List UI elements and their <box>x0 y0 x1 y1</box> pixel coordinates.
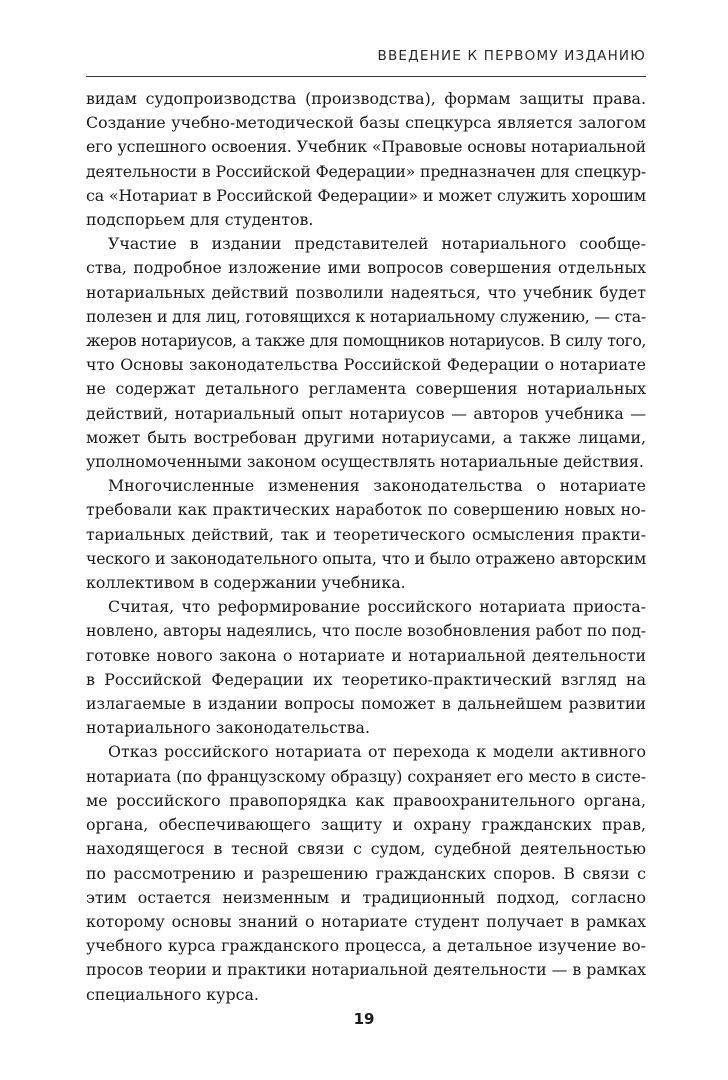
text-line: ства, подробное изложение ими вопросов совершения отдельных <box>86 258 646 278</box>
paragraph <box>86 595 646 740</box>
text-line: органа, обеспечивающего защиту и охрану гражданских прав, <box>86 815 646 835</box>
text-line: действий, нотариальный опыт нотариусов — авторов учебника — <box>86 403 646 423</box>
text-line: Участие в издании представителей нотариального сообще- <box>108 234 646 254</box>
text-line: требовали как практических наработок по совершению новых но- <box>86 500 646 520</box>
text-line: ме российского правопорядка как правоохранительного органа, <box>86 790 646 810</box>
text-line: нотариальных действий позволили надеяться, что учебник будет <box>86 282 646 302</box>
text-line: Многочисленные изменения законодательства о нотариате <box>108 476 646 496</box>
text-line: нотариального законодательства. <box>86 718 370 738</box>
paragraph <box>86 232 646 474</box>
text-line: просов теории и практики нотариальной деятельности — в рамках <box>86 960 646 980</box>
text-line: специального курса. <box>86 984 259 1004</box>
text-line: полезен и для лиц, готовящихся к нотариальному служению, — ста- <box>86 306 646 326</box>
text-line: деятельности в Российской Федерации» предназначен для спецкур- <box>86 161 646 181</box>
text-line: его успешного освоения. Учебник «Правовые основы нотариальной <box>86 137 646 157</box>
running-head: ВВЕДЕНИЕ К ПЕРВОМУ ИЗДАНИЮ <box>377 48 646 64</box>
text-line: коллективом в содержании учебника. <box>86 573 406 593</box>
text-line: видам судопроизводства (производства), формам защиты права. <box>86 89 646 108</box>
text-line: излагаемые в издании вопросы поможет в дальнейшем развитии <box>86 694 646 714</box>
text-line: которому основы знаний о нотариате студент получает в рамках <box>86 911 646 931</box>
text-line: Считая, что реформирование российского нотариата приоста- <box>108 597 646 617</box>
paragraph <box>86 740 646 1006</box>
text-line: жеров нотариусов, а также для помощников нотариусов. В силу того, <box>86 331 646 351</box>
text-line: по рассмотрению и разрешению гражданских споров. В связи с <box>86 863 646 883</box>
text-line: са «Нотариат в Российской Федерации» и может служить хорошим <box>86 185 646 205</box>
text-line: уполномоченными законом осуществлять нотариальные действия. <box>86 452 644 472</box>
text-line: может быть востребован другими нотариусами, а также лицами, <box>86 427 646 447</box>
paragraph <box>86 474 646 595</box>
header-rule <box>86 76 646 77</box>
page-number: 19 <box>353 1010 375 1028</box>
text-line: что Основы законодательства Российской Федерации о нотариате <box>86 355 646 375</box>
text-line: ческого и законодательного опыта, что и было отражено авторским <box>86 548 646 568</box>
text-line: учебного курса гражданского процесса, а детальное изучение во- <box>86 936 646 956</box>
text-line: Отказ российского нотариата от перехода к модели активного <box>108 742 646 762</box>
text-line: этим остается неизменным и традиционный подход, согласно <box>86 887 646 907</box>
text-line: в Российской Федерации их теоретико-практический взгляд на <box>86 669 646 689</box>
text-line: тариальных действий, так и теоретического осмысления практи- <box>86 524 646 544</box>
text-line: новлено, авторы надеялись, что после возобновления работ по под- <box>86 621 646 641</box>
text-line: нотариата (по французскому образцу) сохраняет его место в систе- <box>86 766 646 786</box>
body-text <box>86 87 646 1007</box>
text-line: готовке нового закона о нотариате и нотариальной деятельности <box>86 645 646 665</box>
text-line: находящегося в тесной связи с судом, судебной деятельностью <box>86 839 646 859</box>
paragraph <box>86 87 646 232</box>
text-line: Создание учебно-методической базы спецкурса является залогом <box>86 113 646 133</box>
text-line: подспорьем для студентов. <box>86 210 314 230</box>
text-line: не содержат детального регламента совершения нотариальных <box>86 379 646 399</box>
